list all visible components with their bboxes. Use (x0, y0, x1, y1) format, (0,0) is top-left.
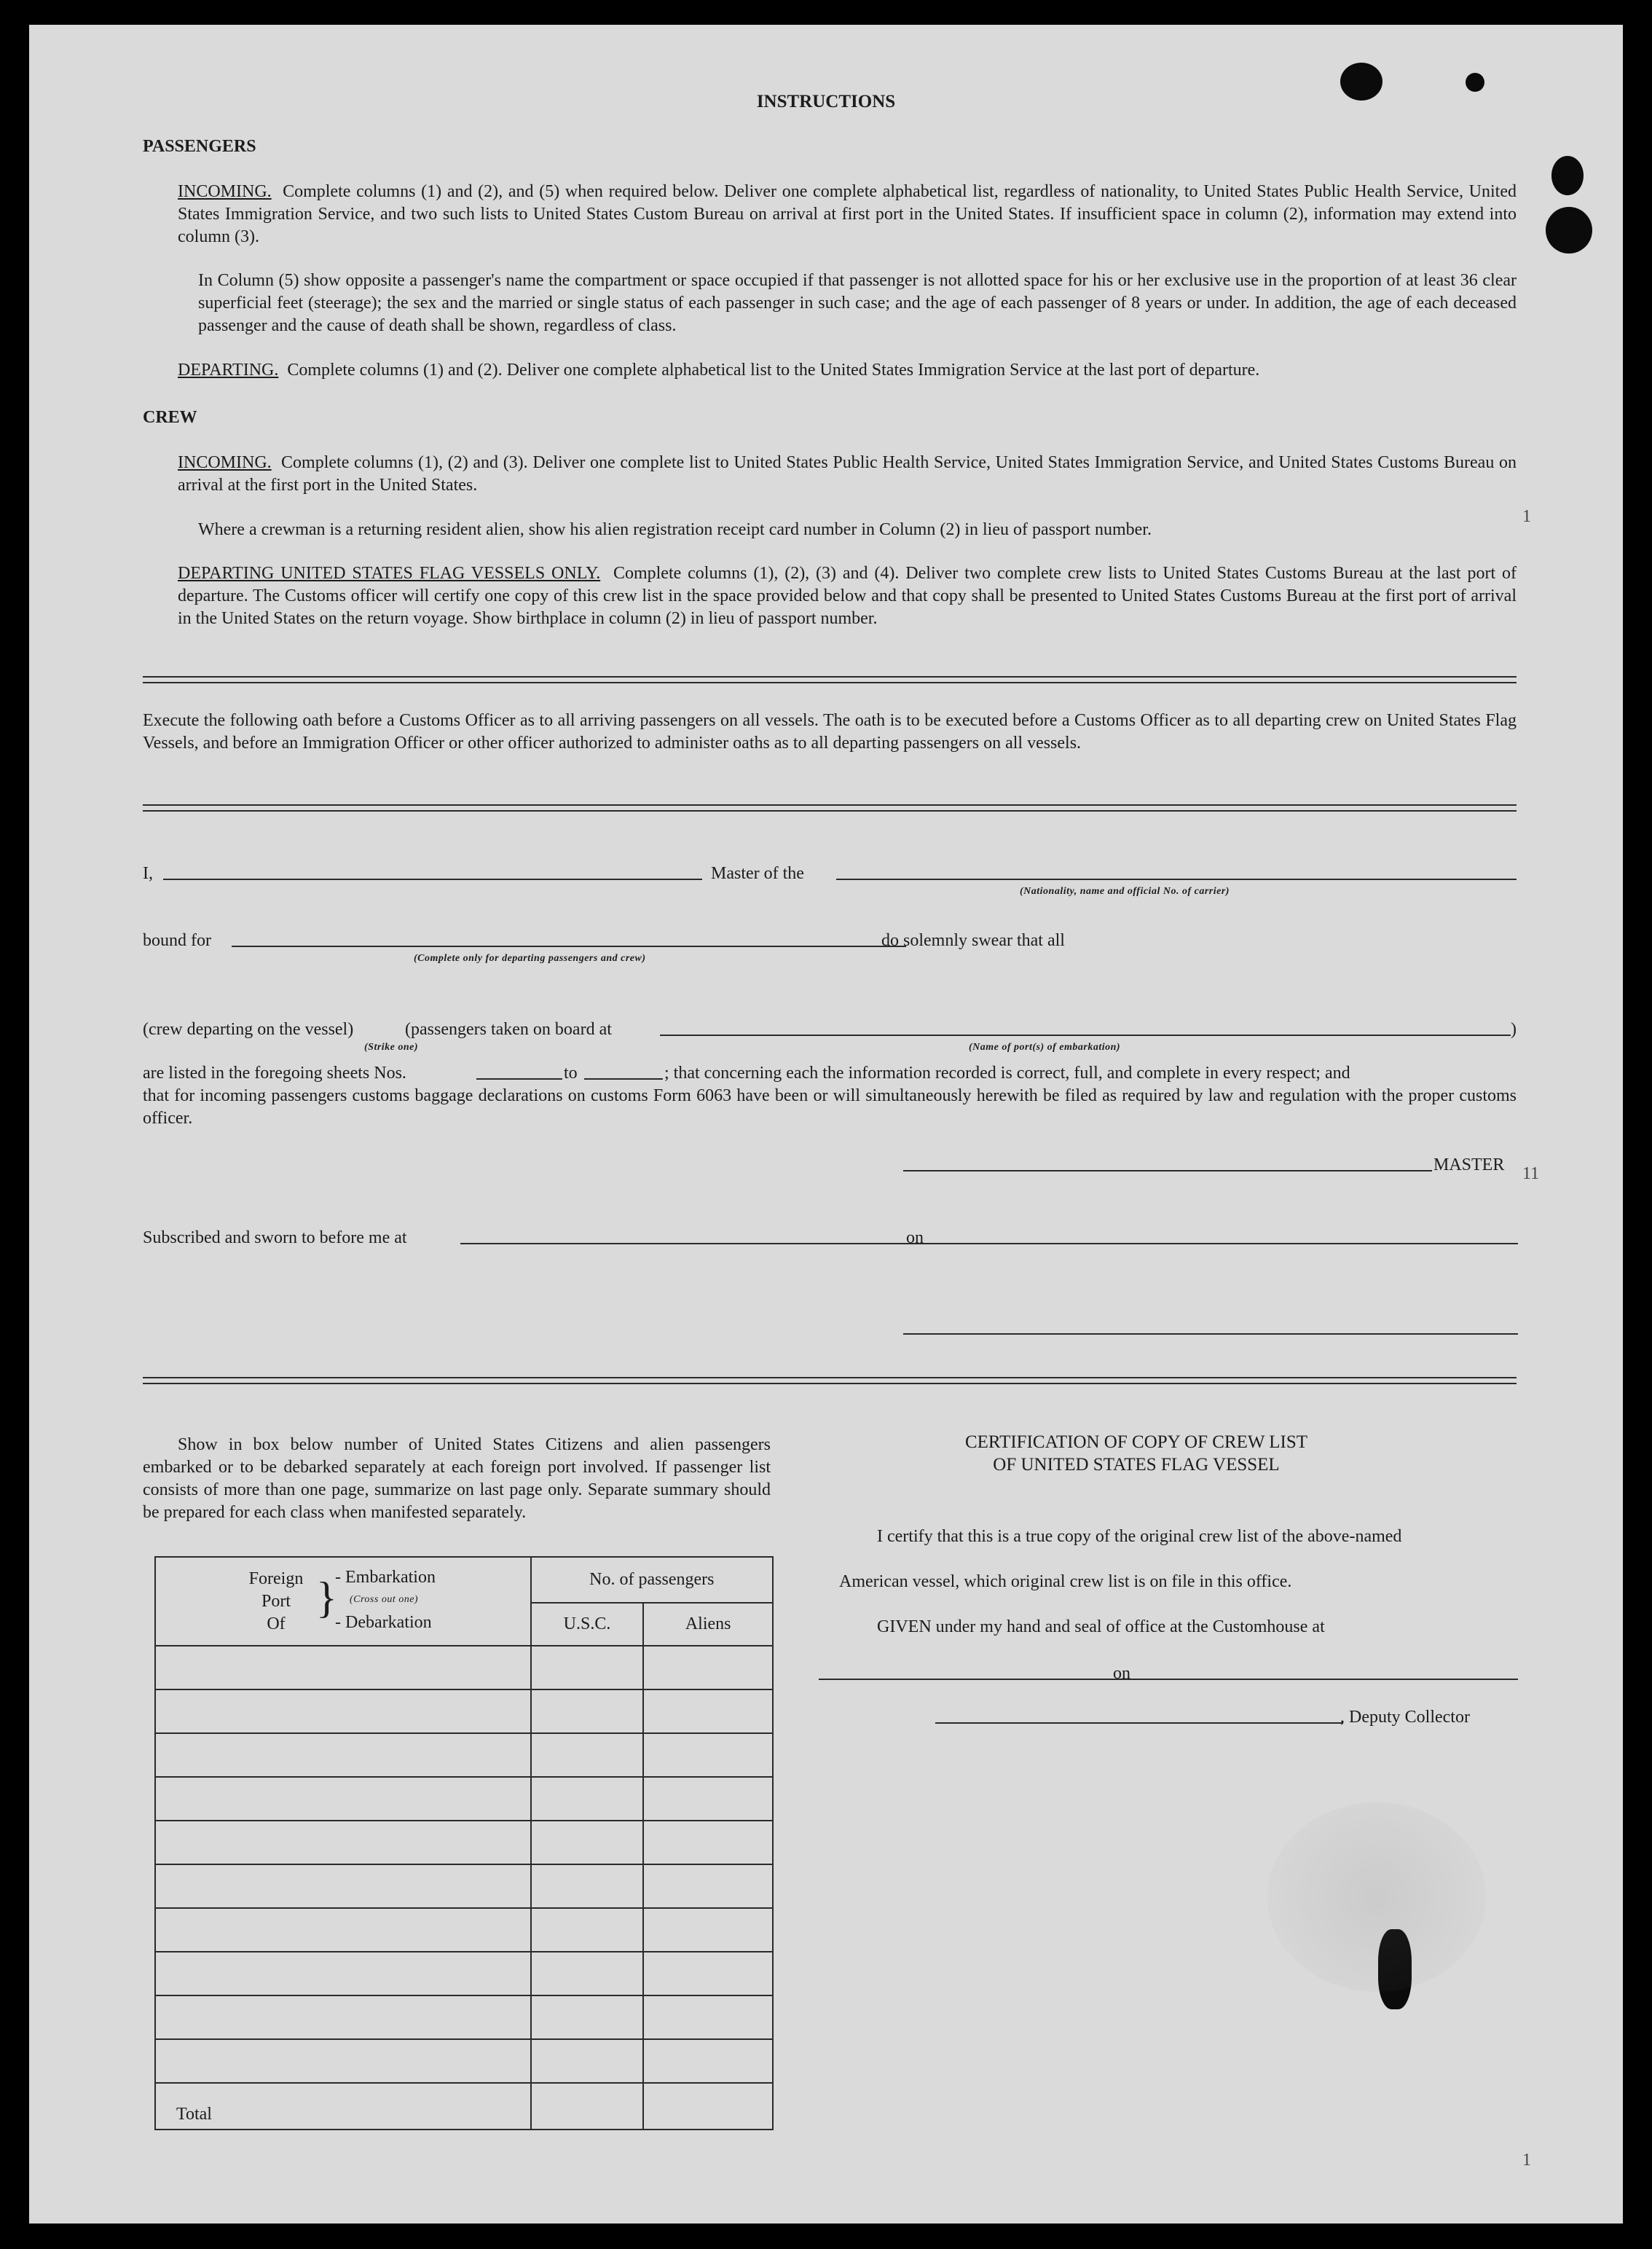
margin-mark: 1 (1522, 507, 1531, 526)
seal-impression (1267, 1802, 1486, 1992)
passengers-departing-paragraph (178, 359, 1517, 382)
listed-sheets-line (143, 1062, 406, 1085)
table-cell[interactable] (643, 1952, 773, 1995)
passengers-taken-option: (passengers taken on board at (405, 1020, 612, 1039)
section-divider (143, 1377, 1517, 1384)
bound-for-field[interactable] (232, 946, 906, 947)
subscribed-date-field[interactable] (927, 1243, 1518, 1244)
bound-for-label: bound for (143, 931, 211, 950)
passengers-heading: PASSENGERS (143, 137, 256, 156)
table-cell[interactable] (531, 1733, 644, 1777)
crew-departing-paragraph (178, 562, 1517, 630)
crew-incoming-text: Complete columns (1), (2) and (3). Deliver one complete list to United States Public Health Service, United States Immigration Service, and United States Customs Bureau on arrival at the first port in the United States. (178, 453, 1517, 495)
table-cell[interactable] (643, 1864, 773, 1908)
table-row[interactable] (155, 1864, 531, 1908)
customhouse-place-field[interactable] (819, 1679, 1139, 1680)
sheet-to-field[interactable] (584, 1078, 663, 1080)
table-cell[interactable] (643, 1908, 773, 1952)
table-row[interactable] (155, 1733, 531, 1777)
table-cell[interactable] (643, 1689, 773, 1733)
passengers-incoming-paragraph (178, 181, 1517, 248)
table-cell[interactable] (643, 1777, 773, 1821)
total-label: Total (155, 2083, 531, 2130)
master-name-field[interactable] (163, 879, 702, 880)
crew-incoming-paragraph (178, 452, 1517, 497)
certification-line-3: GIVEN under my hand and seal of office at the Customhouse at (877, 1617, 1325, 1636)
ports-caption: (Name of port(s) of embarkation) (969, 1042, 1121, 1053)
foreign-label: Foreign (248, 1569, 304, 1588)
crew-departing-option: (crew departing on the vessel) (143, 1020, 354, 1039)
ink-blot (1466, 73, 1484, 92)
table-cell[interactable] (643, 1733, 773, 1777)
passengers-incoming-text: Complete columns (1) and (2), and (5) when required below. Deliver one complete alphabetical list, regardless of nationality, to United States Public Health Service, United States Immigration Service, and two such lists to United States Custom Bureau on arrival at first port in the United States. If insufficient space in column (2), information may extend into column (3). (178, 182, 1517, 246)
table-cell[interactable] (531, 1952, 644, 1995)
total-usc-cell[interactable] (531, 2083, 644, 2130)
table-row[interactable] (155, 1689, 531, 1733)
table-cell[interactable] (531, 1995, 644, 2039)
table-cell[interactable] (643, 1646, 773, 1689)
passengers-departing-text: Complete columns (1) and (2). Deliver one complete alphabetical list to the United States Immigration Service at the last port of departure. (287, 361, 1260, 380)
brace-icon: } (316, 1574, 337, 1622)
aliens-header: Aliens (643, 1603, 773, 1646)
master-label: MASTER (1433, 1155, 1505, 1174)
certification-line-1: I certify that this is a true copy of the original crew list of the above-named (877, 1527, 1402, 1546)
table-row[interactable] (155, 1777, 531, 1821)
officer-signature-field[interactable] (903, 1333, 1518, 1335)
certification-line-2: American vessel, which original crew list is on file in this office. (839, 1572, 1292, 1591)
crew-incoming-label: INCOMING. (178, 453, 272, 472)
bound-caption: (Complete only for departing passengers and crew) (414, 953, 646, 964)
certification-date-field[interactable] (1133, 1679, 1518, 1680)
subscribed-label: Subscribed and sworn to before me at (143, 1228, 407, 1247)
crew-departing-text: Complete columns (1), (2), (3) and (4). Deliver two complete crew lists to United States Customs Bureau at the last port of departure. The Customs officer will certify one copy of this crew list in the space provided below and that copy shall be presented to United States Customs Bureau at the first port of arrival in the United States on the return voyage. Show birthplace in column (2) in lieu of passport number. (178, 564, 1517, 628)
of-label: Of (267, 1614, 286, 1633)
subscribed-place-field[interactable] (460, 1243, 934, 1244)
listed-pre-text: are listed in the foregoing sheets Nos. (143, 1064, 406, 1083)
carrier-caption: (Nationality, name and official No. of carrier) (1020, 886, 1230, 897)
master-signature-field[interactable] (903, 1170, 1432, 1171)
master-of-the-label: Master of the (711, 864, 804, 883)
table-cell[interactable] (531, 1646, 644, 1689)
deputy-collector-signature-field[interactable] (935, 1722, 1343, 1724)
table-row[interactable] (155, 1821, 531, 1864)
table-cell[interactable] (531, 1908, 644, 1952)
table-cell[interactable] (643, 1821, 773, 1864)
summary-instructions: Show in box below number of United States Citizens and alien passengers embarked or to be debarked separately at each foreign port involved. If passenger list consists of more than one page, summarize on last page only. Separate summary should be prepared for each class when manifested separately. (143, 1435, 771, 1522)
swear-label: do solemnly swear that all (881, 931, 1065, 950)
listed-post-text: ; that concerning each the information recorded is correct, full, and complete in every respect; and (664, 1064, 1350, 1083)
total-aliens-cell[interactable] (643, 2083, 773, 2130)
sheets-to-label: to (564, 1064, 578, 1083)
ink-blot (1340, 63, 1382, 101)
port-label: Port (261, 1592, 291, 1611)
margin-mark: 11 (1522, 1164, 1540, 1183)
section-divider (143, 676, 1517, 683)
table-cell[interactable] (643, 2039, 773, 2083)
margin-mark: 1 (1522, 2151, 1531, 2170)
no-of-passengers-header: No. of passengers (531, 1557, 773, 1603)
table-row[interactable] (155, 1646, 531, 1689)
table-row[interactable] (155, 1952, 531, 1995)
close-paren: ) (1511, 1020, 1517, 1039)
certification-title-2: OF UNITED STATES FLAG VESSEL (993, 1455, 1280, 1475)
passenger-summary-table (154, 1556, 774, 2130)
crew-departing-label: DEPARTING UNITED STATES FLAG VESSELS ONLY. (178, 564, 601, 583)
table-cell[interactable] (531, 2039, 644, 2083)
listed-continuation: that for incoming passengers customs baggage declarations on customs Form 6063 have been or will simultaneously herewith be filed as required by law and regulation with the proper customs officer. (143, 1086, 1517, 1128)
deputy-collector-label: , Deputy Collector (1340, 1708, 1470, 1727)
oath-i-label: I, (143, 864, 153, 883)
ink-blot (1551, 156, 1584, 195)
usc-header: U.S.C. (531, 1603, 644, 1646)
carrier-field[interactable] (836, 879, 1517, 880)
table-cell[interactable] (531, 1689, 644, 1733)
table-cell[interactable] (531, 1864, 644, 1908)
certification-on-label: on (1113, 1664, 1130, 1683)
subscribed-on-label: on (906, 1228, 924, 1247)
ports-of-embarkation-field[interactable] (660, 1035, 1511, 1036)
section-divider (143, 804, 1517, 812)
document-page (29, 25, 1623, 2224)
embarkation-label: - Embarkation (335, 1568, 436, 1587)
foreign-port-header (155, 1557, 531, 1646)
passengers-departing-label: DEPARTING. (178, 361, 279, 380)
oath-intro: Execute the following oath before a Customs Officer as to all arriving passengers on all vessels. The oath is to be executed before a Customs Officer as to all departing crew on United States Flag Vessels, and before an Immigration Officer or other officer authorized to administer oaths as to all departing passengers on all vessels. (143, 711, 1517, 753)
table-row[interactable] (155, 1908, 531, 1952)
crew-resident-paragraph: Where a crewman is a returning resident alien, show his alien registration receipt card number in Column (2) in lieu of passport number. (198, 520, 1152, 539)
table-cell[interactable] (643, 1995, 773, 2039)
table-row[interactable] (155, 1995, 531, 2039)
passengers-column5-paragraph: In Column (5) show opposite a passenger's name the compartment or space occupied if that passenger is not allotted space for his or her exclusive use in the proportion of at least 36 clear superficial feet (steerage); the sex and the married or single status of each passenger in such case; and the age of each passenger of 8 years or under. In addition, the age of each deceased passenger and the cause of death shall be shown, regardless of class. (198, 271, 1517, 335)
page-title: INSTRUCTIONS (756, 92, 896, 111)
table-cell[interactable] (531, 1777, 644, 1821)
certification-title-1: CERTIFICATION OF COPY OF CREW LIST (964, 1432, 1308, 1452)
table-row[interactable] (155, 2039, 531, 2083)
ink-blot (1546, 207, 1592, 254)
table-cell[interactable] (531, 1821, 644, 1864)
strike-one-caption: (Strike one) (364, 1042, 419, 1053)
cross-out-caption: (Cross out one) (350, 1594, 419, 1605)
crew-heading: CREW (143, 408, 197, 427)
sheet-from-field[interactable] (476, 1078, 562, 1080)
passengers-incoming-label: INCOMING. (178, 182, 272, 201)
debarkation-label: - Debarkation (335, 1613, 432, 1632)
